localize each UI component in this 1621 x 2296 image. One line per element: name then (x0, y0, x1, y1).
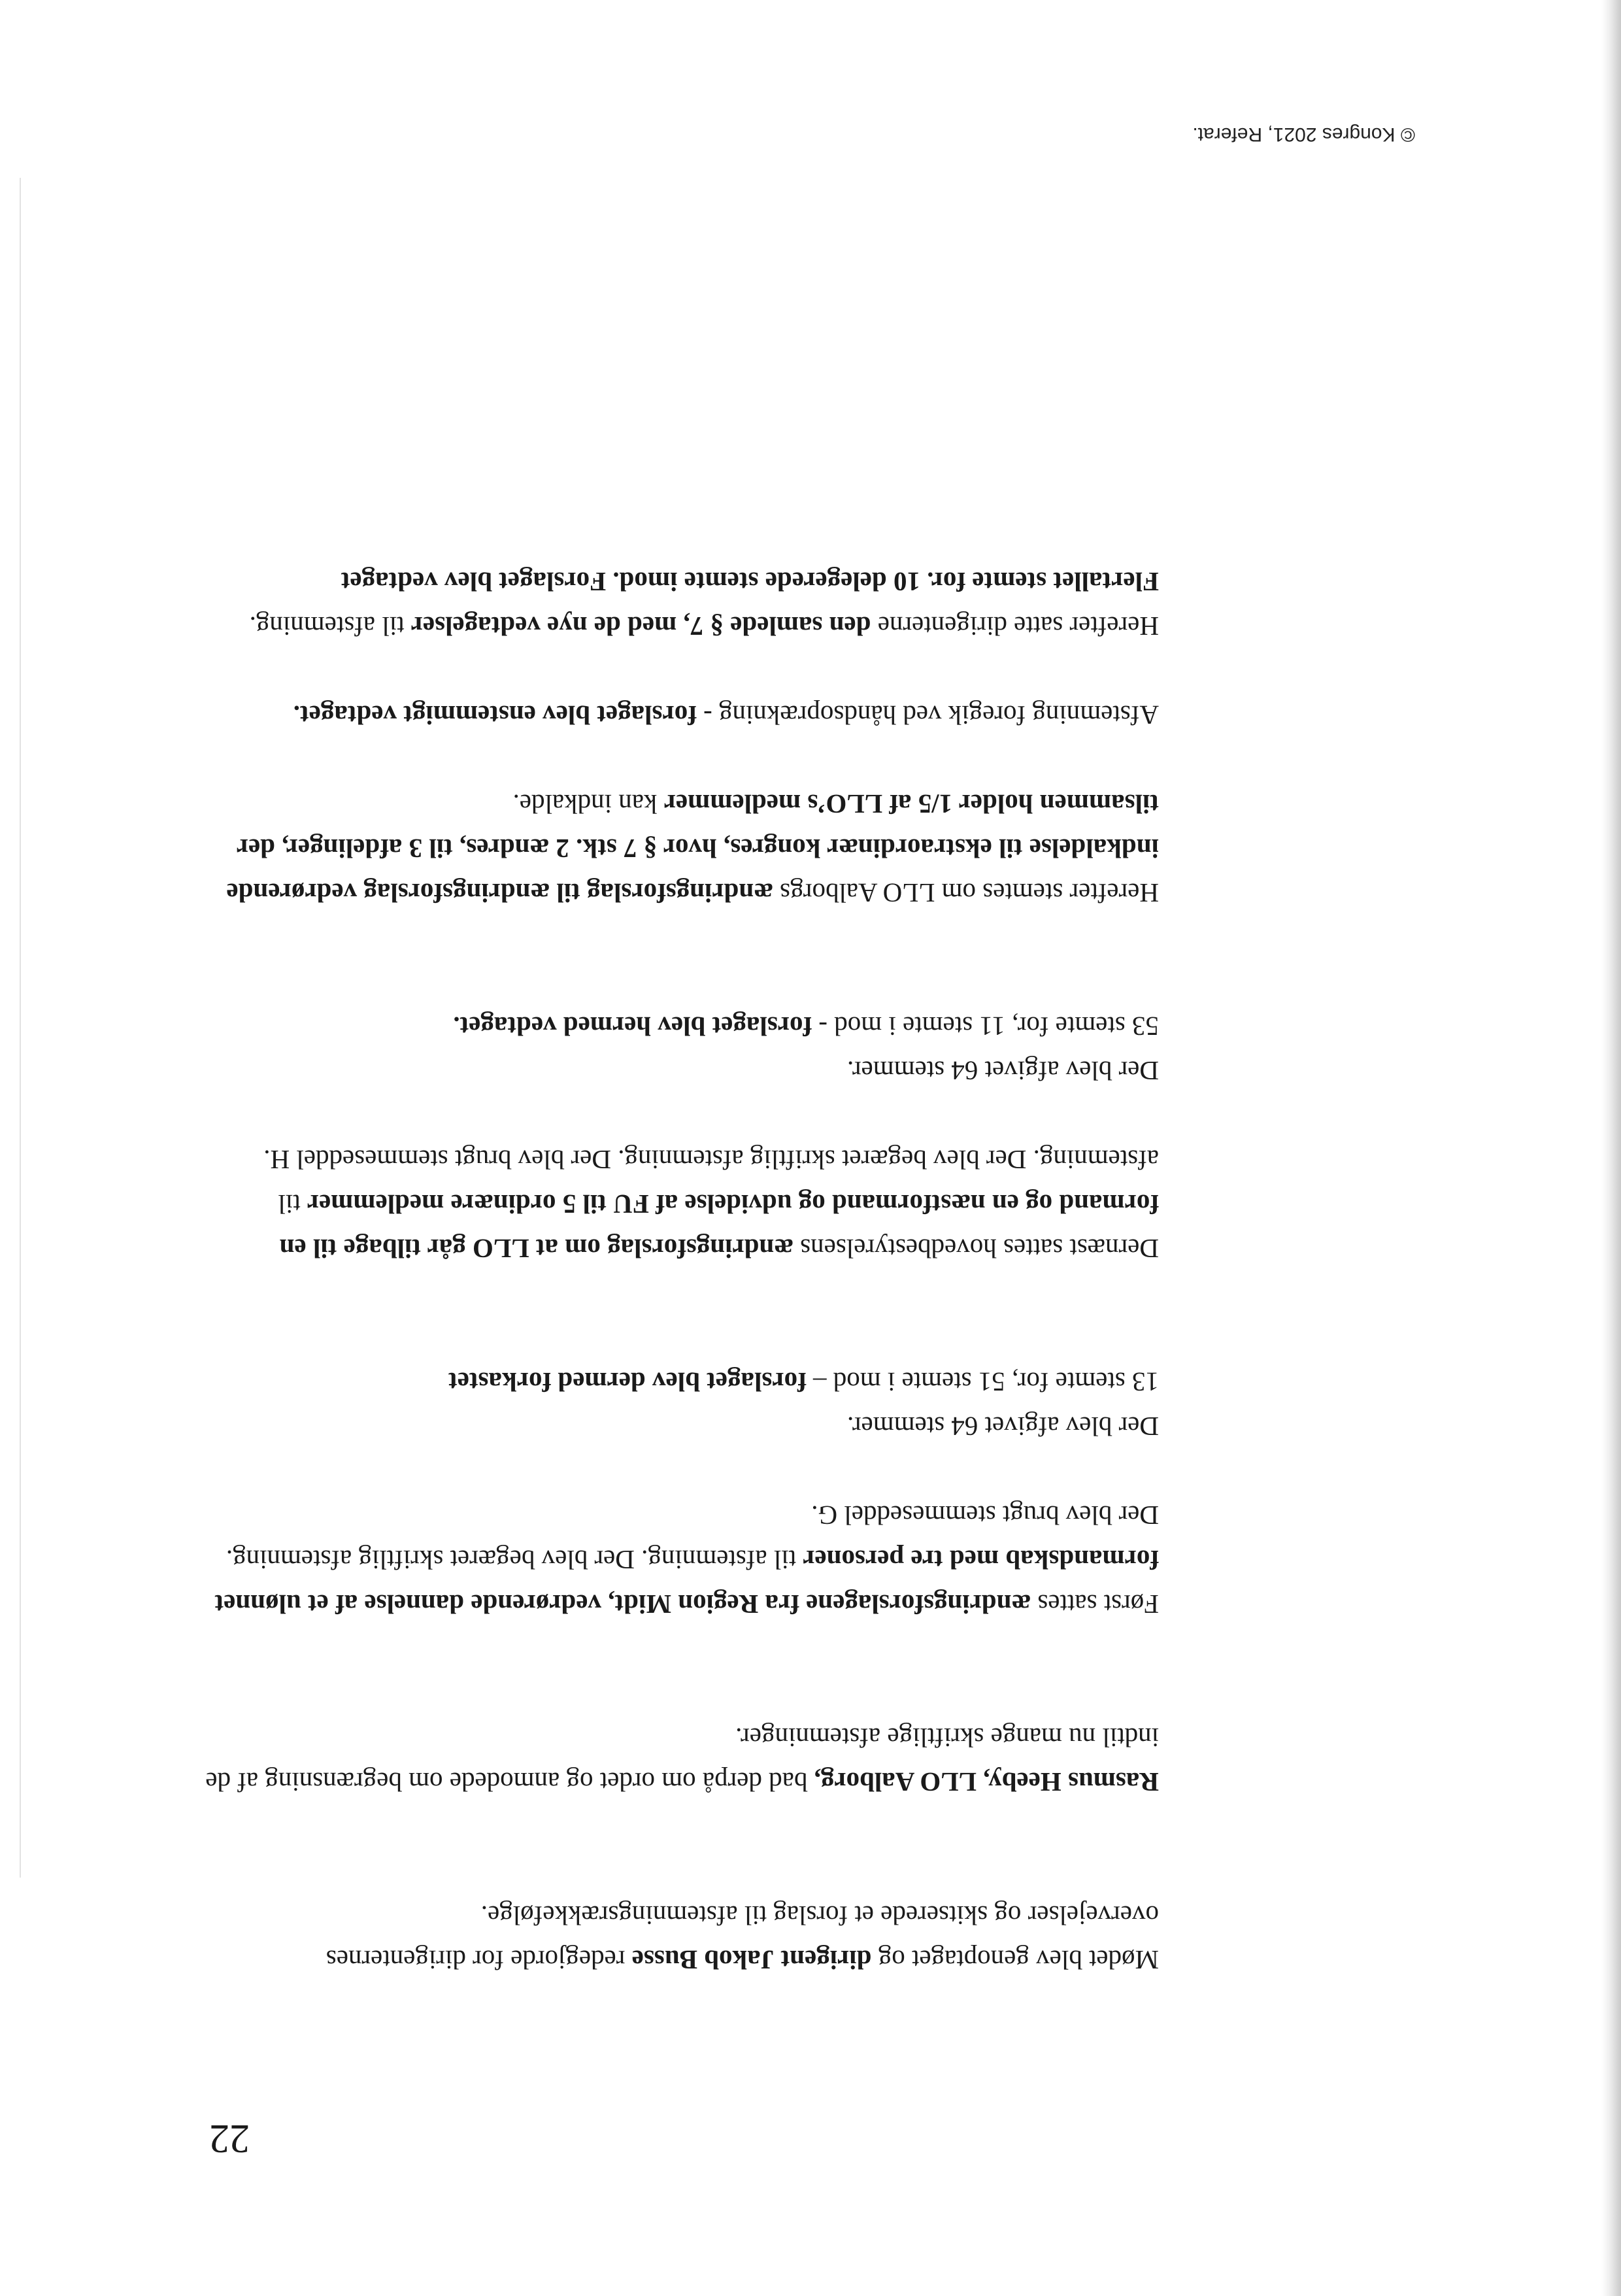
paragraph-votes-cast-h (205, 1049, 1159, 1093)
text-span-bold: ændringsforslagene fra Region Midt, vedrørende dannelse af et ulønnet formandskab med tre personer (214, 1545, 1159, 1619)
text-span: Herefter stemtes om LLO Aalborgs (773, 878, 1159, 908)
scan-edge-line (20, 178, 21, 1878)
paragraph-show-of-hands (205, 693, 1159, 737)
text-span-bold: forslaget blev dermed forkastet (448, 1367, 807, 1397)
text-span: kan indkalde. (512, 789, 664, 819)
paragraph-rasmus-heeby (205, 1715, 1159, 1804)
text-span: Herefter satte dirigenterne (871, 611, 1159, 641)
text-span: Mødet blev genoptaget og (871, 1945, 1159, 1975)
text-span: Afstemning foregik ved håndsoprækning - (696, 700, 1159, 730)
paragraph-majority-result (205, 560, 1159, 604)
text-span: Først sattes (1031, 1589, 1159, 1619)
text-span-bold: den samlede § 7, med de nye vedtagelser (410, 611, 871, 641)
text-span: 53 stemte for, 11 stemte i mod - (812, 1011, 1159, 1041)
paragraph-vote-result-h (205, 1004, 1159, 1049)
paragraph-vote-result-g (205, 1360, 1159, 1404)
text-span-bold: ændringsforslag til ændringsforslag vedrørende indkaldelse til ekstraordinær kongres, hvor § 7 stk. 2 ændres, til 3 afdelinger, der tilsammen holder 1/5 af LLO’s medlemmer (226, 789, 1159, 908)
paragraph-hovedbestyrelse-proposal (205, 1138, 1159, 1271)
text-span: Der blev afgivet 64 stemmer. (846, 1411, 1159, 1442)
text-span: redegjorde for dirigenternes overvejelser og skitserede et forslag til afstemningsrækkefølge. (326, 1900, 1159, 1975)
scan-edge-shadow (1601, 0, 1621, 2296)
text-span: 13 stemte for, 51 stemte i mod – (806, 1367, 1159, 1397)
paragraph-section-7-vote (205, 604, 1159, 649)
text-span-bold: ændringsforslag om at LLO går tilbage til en formand og en næstformand og udvidelse af FU til 5 ordinære medlemmer (279, 1189, 1159, 1264)
paragraph-votes-cast-g (205, 1404, 1159, 1449)
text-span: bad derpå om ordet og anmodede om begrænsning af de indtil nu mange skriftlige afstemninger. (205, 1723, 1159, 1797)
text-span: til afstemning. Der blev begæret skriftlig afstemning. Der blev brugt stemmeseddel G. (226, 1500, 1159, 1575)
paragraph-meeting-resumed (205, 1893, 1159, 1982)
text-span: Dernæst sattes hovedbestyrelsens (793, 1234, 1159, 1264)
text-span-bold: Flertallet stemte for. 10 delegerede stemte imod. Forslaget blev vedtaget (341, 567, 1159, 597)
text-span: til afstemning. (249, 611, 411, 641)
paragraph-region-midt-proposal (205, 1493, 1159, 1627)
paragraph-llo-aalborg-proposal (205, 782, 1159, 915)
page-number: 22 (209, 2116, 250, 2161)
text-span-bold: forslaget blev enstemmigt vedtaget. (293, 700, 697, 730)
text-span-bold: dirigent Jakob Busse (631, 1945, 872, 1975)
document-body (205, 515, 1159, 1982)
text-span: Der blev afgivet 64 stemmer. (846, 1056, 1159, 1086)
text-span: til afstemning. Der blev begæret skriftlig afstemning. Der blev brugt stemmeseddel H. (263, 1145, 1159, 1219)
text-span-bold: Rasmus Heeby, LLO Aalborg, (814, 1767, 1159, 1797)
page-footer: © Kongres 2021, Referat. (1192, 124, 1415, 145)
text-span-bold: forslaget blev hermed vedtaget. (453, 1011, 812, 1041)
